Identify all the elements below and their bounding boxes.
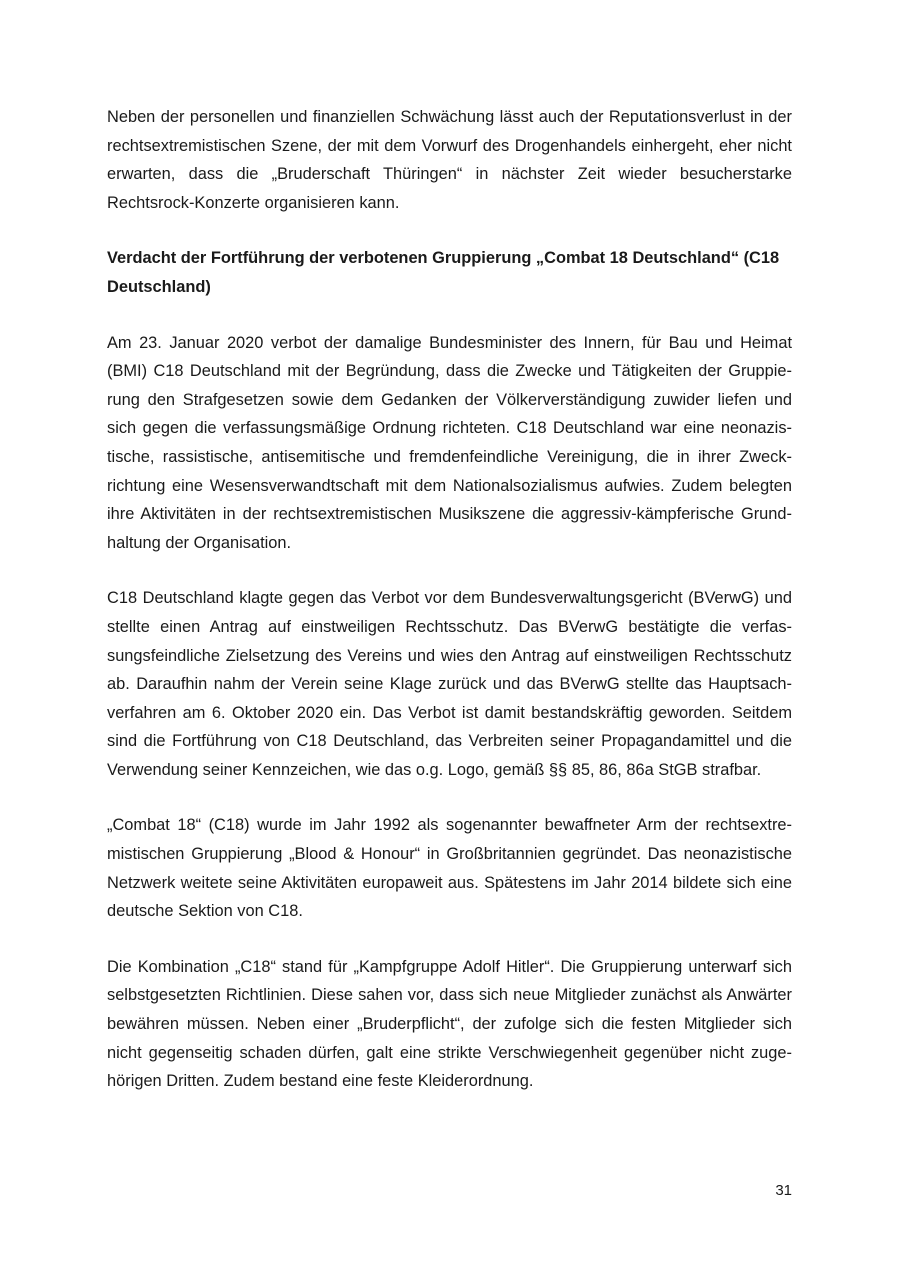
page-number: 31 <box>775 1182 792 1199</box>
paragraph-lawsuit: C18 Deutschland klagte gegen das Verbot vor dem Bundesverwaltungsgericht (BVerwG) und stellte einen Antrag auf einstweiligen Rechtsschutz. Das BVerwG bestätigte die verfassungsfeindliche Zielsetzung des Vereins und wies den Antrag auf einstweiligen Rechtsschutz ab. Daraufhin nahm der Verein seine Klage zurück und das BVerwG stellte das Hauptsachverfahren am 6. Oktober 2020 ein. Das Verbot ist damit bestandskräftig geworden. Seitdem sind die Fortführung von C18 Deutschland, das Verbreiten seiner Propagandamittel und die Verwendung seiner Kennzeichen, wie das o.g. Logo, gemäß §§ 85, 86, 86a StGB strafbar. <box>107 589 792 779</box>
page-content <box>107 103 792 1096</box>
paragraph-gap <box>107 217 792 244</box>
paragraph-reputation-loss: Neben der personellen und finanziellen Schwächung lässt auch der Reputationsverlust in der rechtsextremistischen Szene, der mit dem Vorwurf des Drogenhandels einhergeht, eher nicht erwarten, dass die „Bruderschaft Thüringen“ in nächster Zeit wieder besucherstarke Rechtsrock-Konzerte organisieren kann. <box>107 108 792 212</box>
paragraph-ban: Am 23. Januar 2020 verbot der damalige Bundesminister des Innern, für Bau und Heimat (BMI) C18 Deutschland mit der Begründung, dass die Zwecke und Tätigkeiten der Gruppierung den Strafgesetzen sowie dem Gedanken der Völkerverständigung zuwider liefen und sich gegen die verfassungsmäßige Ordnung richteten. C18 Deutschland war eine neonazistische, rassistische, antisemitische und fremdenfeindliche Vereinigung, die in ihrer Zweckrichtung eine Wesensverwandtschaft mit dem Nationalsozialismus aufwies. Zudem belegten ihre Aktivitäten in der rechtsextremistischen Musikszene die aggressiv-kämpferische Grundhaltung der Organisation. <box>107 333 792 552</box>
paragraph-gap <box>107 302 792 329</box>
paragraph-gap <box>107 557 792 584</box>
paragraph-gap <box>107 784 792 811</box>
paragraph-gap <box>107 926 792 953</box>
paragraph-origin: „Combat 18“ (C18) wurde im Jahr 1992 als sogenannter bewaffneter Arm der rechtsextremistischen Gruppierung „Blood & Honour“ in Großbritannien gegründet. Das neonazistische Netzwerk weitete seine Aktivitäten europaweit aus. Spätestens im Jahr 2014 bildete sich eine deutsche Sektion von C18. <box>107 816 792 921</box>
paragraph-guidelines: Die Kombination „C18“ stand für „Kampfgruppe Adolf Hitler“. Die Gruppierung unterwarf sich selbstgesetzten Richtlinien. Diese sahen vor, dass sich neue Mitglieder zunächst als Anwärter bewähren müssen. Neben einer „Bruderpflicht“, der zufolge sich die festen Mitglieder sich nicht gegenseitig schaden dürfen, galt eine strikte Verschwiegenheit gegenüber nicht zugehörigen Dritten. Zudem bestand eine feste Kleiderordnung. <box>107 957 792 1091</box>
section-heading-combat18: Verdacht der Fortführung der verbotenen Gruppierung „Combat 18 Deutschland“ (C18 Deutschland) <box>107 249 780 296</box>
